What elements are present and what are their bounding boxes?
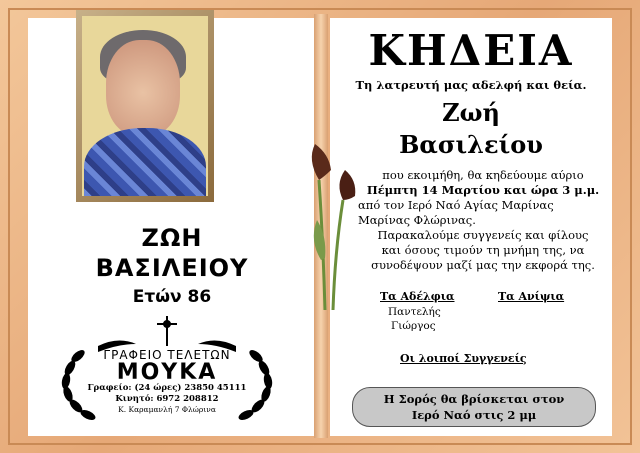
body-line-place: Μαρίνας Φλώρινας. — [358, 213, 476, 227]
viewing-notice-line-2: Ιερό Ναό στις 2 μμ — [411, 408, 537, 422]
body-line-1: που εκοιμήθη, θα κηδεύουμε αύριο — [382, 168, 584, 182]
logo-line-name: ΜΟΥΚΑ — [116, 360, 218, 385]
deceased-age: Ετών 86 — [132, 287, 212, 307]
signature-siblings-title: Τα Αδέλφια — [380, 290, 455, 303]
body-line-7: συνοδέψουν μαζί μας την εκφορά της. — [371, 258, 595, 272]
notice-subtitle: Τη λατρευτή μας αδελφή και θεία. — [355, 78, 587, 92]
portrait-blouse — [84, 128, 206, 196]
portrait-face — [106, 40, 180, 136]
portrait-frame — [76, 10, 214, 202]
cross-icon — [157, 316, 177, 346]
deceased-name-first: ΖΩΗ — [141, 224, 203, 252]
viewing-notice-line-1: Η Σορός θα βρίσκεται στον — [383, 392, 565, 406]
body-line-6: και όσους τιμούν τη μνήμη της, να — [381, 243, 585, 257]
signature-sibling-name: Παντελής — [388, 306, 441, 318]
body-line-date: Πέμπτη 14 Μαρτίου και ώρα 3 μ.μ. — [366, 183, 600, 197]
logo-line-phone: Γραφείο: (24 ώρες) 23850 45111 — [87, 383, 247, 393]
logo-line-address: Κ. Καραμανλή 7 Φλώρινα — [118, 405, 216, 414]
notice-title: ΚΗΔΕΙΑ — [368, 26, 574, 75]
viewing-notice-box — [352, 387, 596, 427]
deceased-last-name: Βασιλείου — [399, 130, 543, 159]
signature-sibling-name: Γιώργος — [391, 320, 436, 332]
body-line-church: από τον Ιερό Ναό Αγίας Μαρίνας — [358, 198, 554, 212]
deceased-name-last: ΒΑΣΙΛΕΙΟΥ — [95, 254, 249, 282]
portrait-photo — [82, 16, 208, 196]
calla-lily-icon — [305, 140, 365, 310]
signature-other-relatives: Οι λοιποί Συγγενείς — [400, 352, 527, 365]
logo-line-mobile: Κινητό: 6972 208812 — [115, 394, 219, 404]
notice-body — [358, 168, 608, 273]
signature-nephews-title: Τα Ανίψια — [498, 290, 565, 303]
body-line-5: Παρακαλούμε συγγενείς και φίλους — [377, 228, 589, 242]
deceased-first-name: Ζωή — [442, 98, 500, 127]
logo-line-office: ΓΡΑΦΕΙΟ ΤΕΛΕΤΩΝ — [103, 348, 231, 362]
